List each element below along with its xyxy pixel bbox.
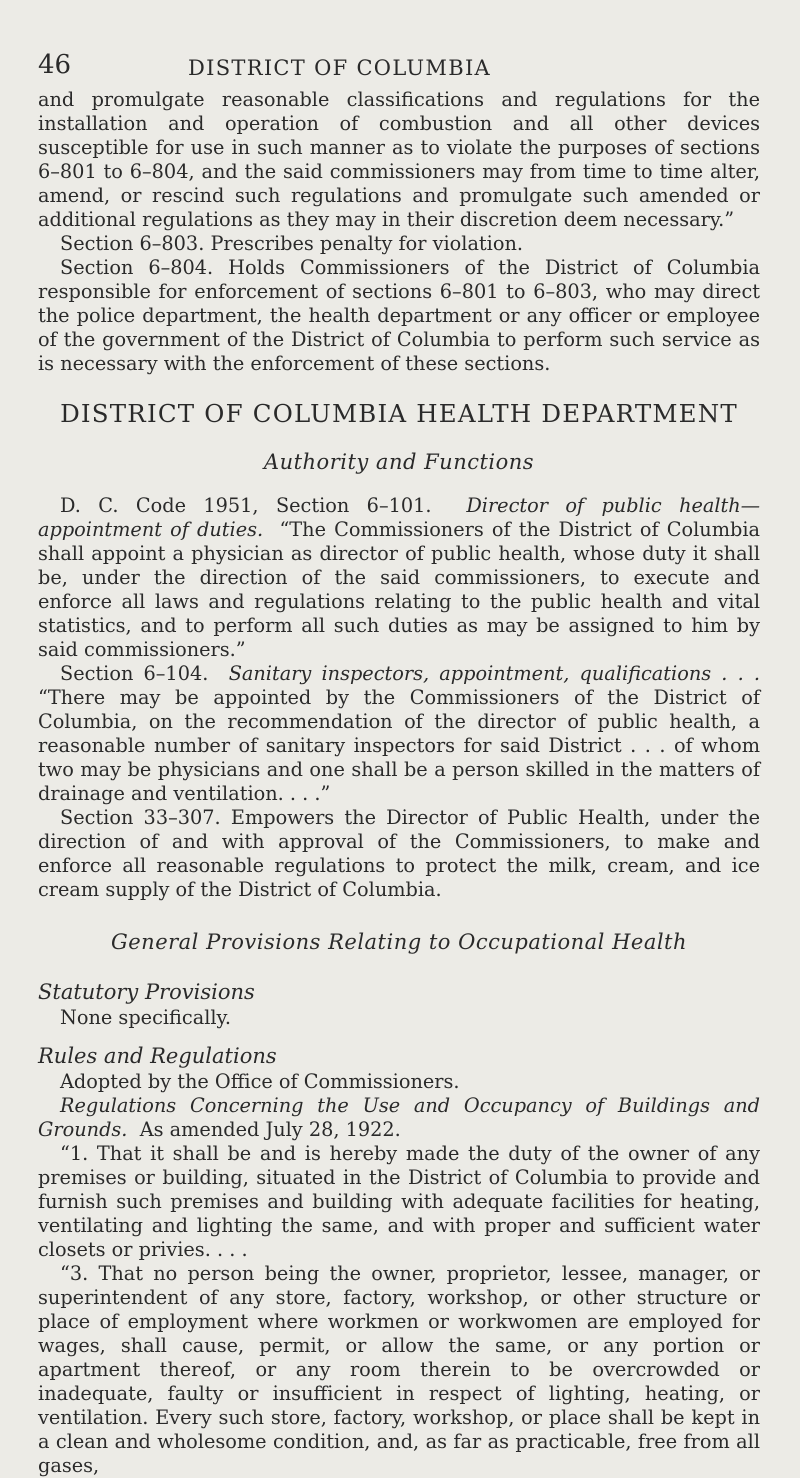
page-body	[38, 88, 760, 1478]
page-header	[38, 50, 762, 90]
section-6-104-title: Sanitary inspectors, appointment, qualifications . . .	[228, 662, 760, 685]
regulation-item-1: “1. That it shall be and is hereby made the duty of the owner of any premises or building, situated in the District of Columbia to provide and furnish such premises and building with adequate facilities for heating, ventilating and lighting the same, and with proper and sufficient water closets or privies. . . .	[38, 1142, 760, 1261]
section-6-804: Section 6–804. Holds Commissioners of the District of Columbia responsible for enforcement of sections 6–801 to 6–803, who may direct the police department, the health department or any officer or employee of the government of the District of Columbia to perform such service as is necessary with the enforcement of these sections.	[38, 256, 760, 375]
rules-regulations-heading: Rules and Regulations	[38, 1044, 277, 1068]
section-6-101-paragraph	[38, 494, 760, 662]
page-number: 46	[38, 50, 72, 80]
running-title: DISTRICT OF COLUMBIA	[188, 56, 492, 80]
statutory-provisions-heading: Statutory Provisions	[38, 980, 255, 1004]
statutory-provisions-text: None specifically.	[60, 1006, 231, 1029]
regulations-title-paragraph	[38, 1094, 760, 1142]
authority-functions-subheading: Authority and Functions	[263, 450, 535, 474]
health-department-heading: DISTRICT OF COLUMBIA HEALTH DEPARTMENT	[60, 399, 738, 428]
regulations-title: Regulations Concerning the Use and Occupancy of Buildings and Grounds.	[38, 1094, 760, 1141]
adopted-by-text: Adopted by the Office of Commissioners.	[60, 1070, 460, 1093]
section-6-104-paragraph	[38, 662, 760, 806]
section-6-803: Section 6–803. Prescribes penalty for violation.	[60, 232, 524, 255]
regulations-amended: As amended July 28, 1922.	[139, 1118, 401, 1141]
intro-paragraph: and promulgate reasonable classifications and regulations for the installation and operation of combustion and all other devices susceptible for use in such manner as to violate the purposes of sections 6–801 to 6–804, and the said commissioners may from time to time alter, amend, or rescind such regulations and promulgate such amended or additional regulations as they may in their discretion deem necessary.”	[38, 88, 760, 231]
section-6-101-citation: D. C. Code 1951, Section 6–101.	[60, 494, 432, 517]
occupational-health-heading: General Provisions Relating to Occupational Health	[110, 930, 688, 954]
section-6-101-title: Director of public health—appointment of duties.	[38, 494, 761, 541]
section-6-101-text: “The Commissioners of the District of Columbia shall appoint a physician as director of public health, whose duty it shall be, under the direction of the said commissioners, to execute and enforce all laws and regulations relating to the public health and vital statistics, and to perform all such duties as may be assigned to him by said commissioners.”	[38, 518, 760, 661]
section-33-307: Section 33–307. Empowers the Director of Public Health, under the direction of and with approval of the Commissioners, to make and enforce all reasonable regulations to protect the milk, cream, and ice cream supply of the District of Columbia.	[38, 806, 760, 901]
regulation-item-3: “3. That no person being the owner, proprietor, lessee, manager, or superintendent of any store, factory, workshop, or other structure or place of employment where workmen or workwomen are employed for wages, shall cause, permit, or allow the same, or any portion or apartment thereof, or any room therein to be overcrowded or inadequate, faulty or insufficient in respect of lighting, heating, or ventilation. Every such store, factory, workshop, or place shall be kept in a clean and wholesome condition, and, as far as practicable, free from all gases,	[38, 1262, 760, 1477]
section-6-104-citation: Section 6–104.	[60, 662, 209, 685]
section-6-104-text: “There may be appointed by the Commissioners of the District of Columbia, on the recommendation of the director of public health, a reasonable number of sanitary inspectors for said District . . . of whom two may be physicians and one shall be a person skilled in the matters of drainage and ventilation. . . .”	[38, 686, 760, 805]
